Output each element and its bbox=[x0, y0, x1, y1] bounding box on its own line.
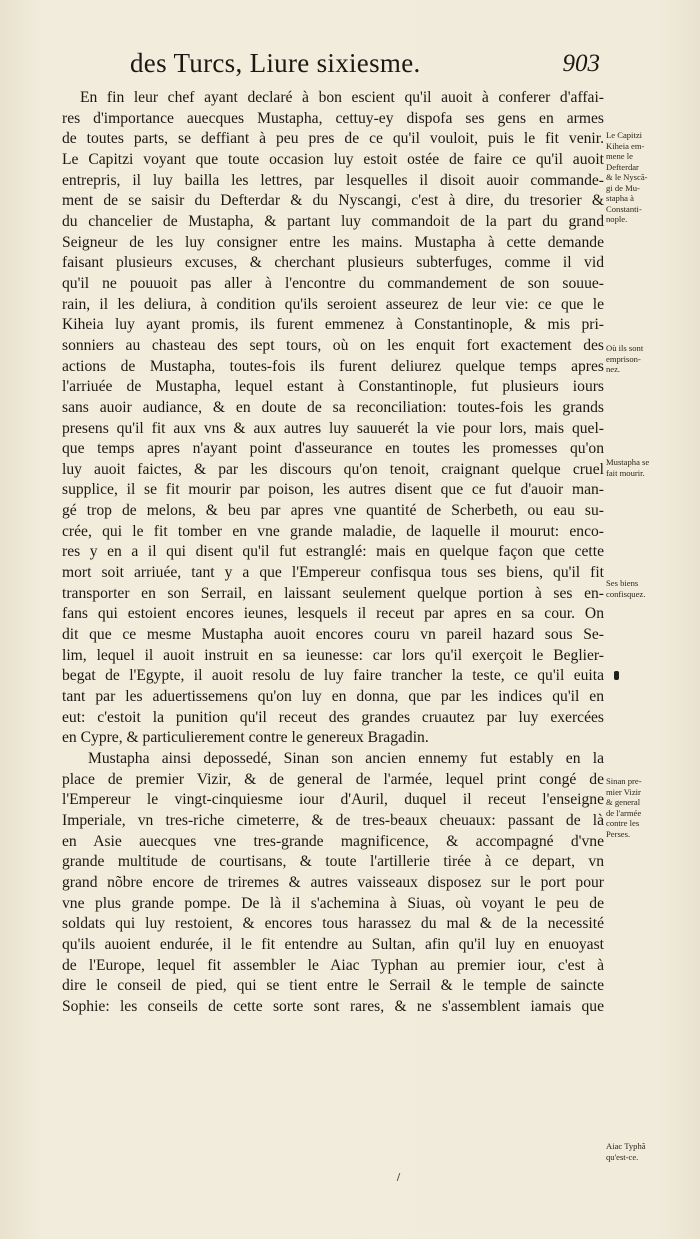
text-line: gé trop de melons, & beu par apres vne quantité de Scherbeth, ou eau su- bbox=[62, 502, 604, 520]
text-line: dire le conseil de pied, qui se tient entre le Serrail & le temple de saincte bbox=[62, 977, 604, 995]
text-line: qu'il ne pouuoit pas aller à l'encontre du commandement de son souue- bbox=[62, 274, 604, 292]
text-line: que temps apres n'ayant point d'asseurance en toutes les promesses qu'on bbox=[62, 440, 604, 458]
margin-note-line: Mustapha se bbox=[606, 457, 650, 467]
margin-note-line: Ses biens bbox=[606, 578, 639, 588]
margin-note-line: confisquez. bbox=[606, 588, 646, 599]
margin-note bbox=[606, 578, 696, 599]
text-line: l'Empereur le vingt-cinquiesme iour d'Auril, duquel il receut l'enseigne bbox=[62, 791, 604, 809]
text-line: luy auoit faictes, & par les discours qu'on tenoit, craignant quelque cruel bbox=[62, 460, 604, 478]
text-line: rain, il les deliura, à condition qu'ils seroient asseurez de leur vie: ce que le bbox=[62, 295, 604, 313]
text-line: lim, lequel il auoit instruit en sa ieunesse: car lors qu'il exerçoit le Beglier- bbox=[62, 646, 604, 664]
text-line: begat de l'Egypte, il auoit resolu de luy faire trancher la teste, ce qu'il euita bbox=[62, 667, 604, 685]
text-line: actions de Mustapha, toutes-fois ils furent deliurez quelque temps apres bbox=[62, 357, 604, 375]
text-line: eut: c'estoit la punition qu'il receut des grandes cruautez par luy exercées bbox=[62, 708, 604, 726]
margin-note bbox=[606, 776, 696, 839]
text-line: grande multitude de courtisans, & toute l'artillerie tirée à ce depart, vn bbox=[62, 853, 604, 871]
margin-note-line: nople. bbox=[606, 214, 628, 224]
margin-note-line: Constanti- bbox=[606, 203, 642, 214]
body-text bbox=[62, 88, 604, 1018]
text-line: res d'importance auecques Mustapha, cettuy-ey dispofa ses gens en armes bbox=[62, 109, 604, 127]
text-line: fans qui estoient encores ieunes, lesquels il receut par apres en sa cour. On bbox=[62, 605, 604, 623]
margin-note-line: & le Nyscã- bbox=[606, 172, 648, 182]
margin-note-line: emprison- bbox=[606, 353, 641, 364]
margin-note-line: Perses. bbox=[606, 828, 631, 839]
text-line: Sophie: les conseils de cette sorte sont rares, & ne s'assemblent iamais que bbox=[62, 997, 604, 1015]
text-line: sonniers au chasteau des sept tours, où on les enquit fort exactement des bbox=[62, 336, 604, 354]
margin-note bbox=[606, 457, 696, 478]
text-line: l'arriuée de Mustapha, lequel estant à Constantinople, fut plusieurs iours bbox=[62, 378, 604, 396]
margin-note-line: gi de Mu- bbox=[606, 182, 640, 193]
running-title: des Turcs, Liure sixiesme. bbox=[130, 48, 421, 78]
text-line: entrepris, il luy bailla les lettres, par lesquelles il disoit auoir commande- bbox=[62, 171, 604, 189]
text-line: Seigneur de les luy consigner entre les mains. Mustapha à cette demande bbox=[62, 233, 604, 251]
text-line: Imperiale, vn tres-riche cimeterre, & de tres-beaux cheuaux: passant de là bbox=[62, 811, 604, 829]
text-line: en Cypre, & particulierement contre le genereux Bragadin. bbox=[62, 729, 429, 747]
text-line: qu'ils auoient endurée, il le fit entendre au Sultan, afin qu'il luy en enuoyast bbox=[62, 935, 604, 953]
stray-ink-mark bbox=[397, 1173, 405, 1181]
text-line: mort soit arriuée, tant y a que l'Empereur confisqua tous ses biens, qu'il fit bbox=[62, 564, 604, 582]
margin-note bbox=[606, 343, 696, 375]
margin-note-line: Le Capitzi bbox=[606, 130, 643, 140]
margin-note-line: & general bbox=[606, 797, 641, 807]
text-line: ment de se saisir du Defterdar & du Nyscangi, c'est à dire, du tresorier & bbox=[62, 192, 604, 210]
margin-note-line: stapha à bbox=[606, 193, 634, 203]
margin-note-line: fait mourir. bbox=[606, 467, 645, 478]
running-head bbox=[80, 44, 600, 84]
margin-note-line: mene le bbox=[606, 151, 633, 161]
margin-note-line: nez. bbox=[606, 364, 621, 374]
margin-note bbox=[606, 130, 696, 225]
text-line: supplice, il se fit mourir par poison, les autres disent que ce fut d'auoir man- bbox=[62, 481, 604, 499]
text-line: de l'Europe, lequel fit assembler le Aiac Typhan au premier iour, c'est à bbox=[62, 956, 604, 974]
text-line: de toutes parts, se deffiant à peu pres de ce qu'il vouloit, puis le fit venir. bbox=[62, 130, 604, 148]
text-line: en Asie auecques vne tres-grande magnificence, & accompagné d'vne bbox=[62, 832, 604, 850]
text-line: grand nõbre encore de triremes & autres vaisseaux disposez sur le port pour bbox=[62, 873, 604, 891]
text-line: transporter en son Serrail, en laissant seulement quelque portion à ses en- bbox=[62, 584, 604, 602]
ink-blot bbox=[614, 671, 619, 680]
text-line: dit que ce mesme Mustapha auoit encores couru vn pareil hazard sous Se- bbox=[62, 626, 604, 644]
margin-note-line: Kiheia em- bbox=[606, 140, 645, 151]
text-line: place de premier Vizir, & de general de l'armée, lequel print congé de bbox=[62, 770, 604, 788]
text-line: faisant plusieurs excuses, & cherchant plusieurs subterfuges, comme il vid bbox=[62, 254, 604, 272]
text-line: soldats qui luy restoient, & encores tous harassez du mal & de la necessité bbox=[62, 915, 604, 933]
page-number: 903 bbox=[562, 50, 600, 77]
text-line: Kiheia luy ayant promis, ils furent emmenez à Constantinople, & mis pri- bbox=[62, 316, 604, 334]
text-line: Mustapha ainsi depossedé, Sinan son ancien ennemy fut estably en la bbox=[88, 750, 604, 767]
margin-note-line: Où ils sont bbox=[606, 343, 644, 353]
text-line: vne plus grande pompe. De là il s'achemina à Siuas, où voyant le peu de bbox=[62, 894, 604, 912]
text-line: Le Capitzi voyant que toute occasion luy estoit ostée de faire ce qu'il auoit bbox=[62, 150, 604, 168]
text-line: tant par les aduertissemens qu'on luy en donna, que par les indices qu'il en bbox=[62, 688, 604, 706]
margin-note-line: Sinan pre- bbox=[606, 776, 642, 786]
margin-note-line: de l'armée bbox=[606, 807, 642, 818]
margin-note-line: contre les bbox=[606, 818, 640, 828]
text-line: crée, qui le fit tomber en vne grande maladie, de laquelle il mourut: enco- bbox=[62, 522, 604, 540]
margin-notes bbox=[606, 0, 698, 1239]
margin-note bbox=[606, 1141, 696, 1162]
text-line: presens qu'il fit aux vns & aux autres luy sauuerét la vie pour lors, mais quel- bbox=[62, 419, 604, 437]
margin-note-line: qu'est-ce. bbox=[606, 1151, 639, 1162]
text-line: sans auoir audiance, & en doute de sa reconciliation: toutes-fois les grands bbox=[62, 398, 604, 416]
margin-note-line: Defterdar bbox=[606, 161, 639, 172]
margin-note-line: mier Vizir bbox=[606, 786, 641, 797]
text-line: du chancelier de Mustapha, & partant luy commandoit de la part du grand bbox=[62, 212, 604, 230]
margin-note-line: Aiac Typhã bbox=[606, 1141, 646, 1151]
text-line: En fin leur chef ayant declaré à bon escient qu'il auoit à conferer d'affai- bbox=[80, 89, 604, 106]
text-line: res y en a il qui disent qu'il fut estranglé: mais en quelque façon que cette bbox=[62, 543, 604, 561]
